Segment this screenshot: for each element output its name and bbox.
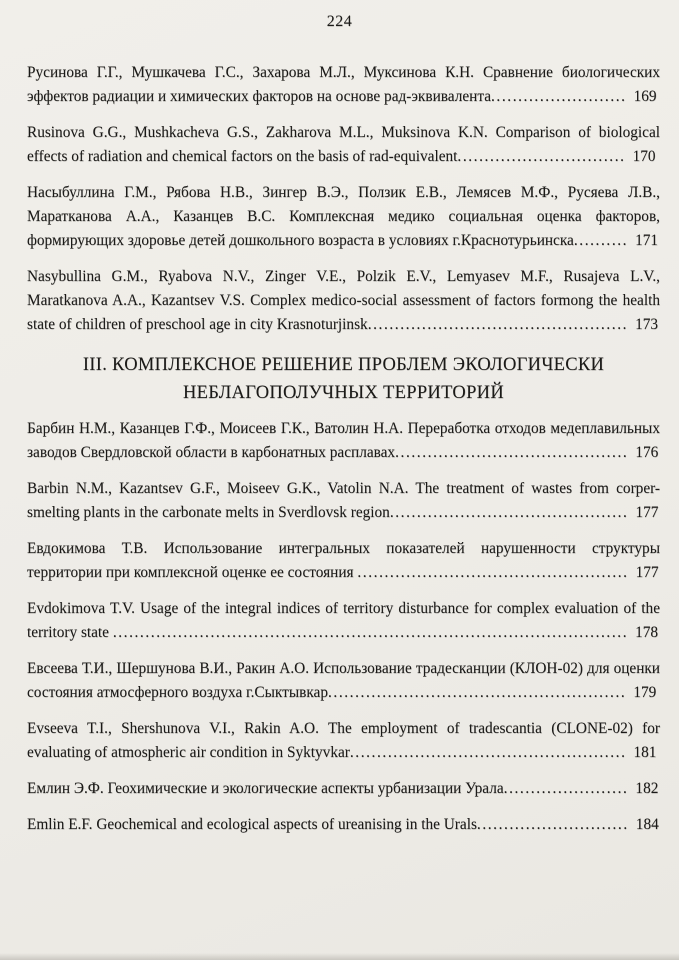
toc-entry (27, 61, 660, 109)
entry-title: Rusinova G.G., Mushkacheva G.S., Zakharova M.L., Muksinova K.N. Comparison of biological effects of radiation and chemical factors on the basis of rad-equivalent (27, 124, 660, 165)
dot-leader: ............................ (476, 816, 629, 833)
entry-page-ref: 179 (633, 684, 657, 701)
page-number: 224 (326, 13, 353, 30)
section-heading: III. КОМПЛЕКСНОЕ РЕШЕНИЕ ПРОБЛЕМ ЭКОЛОГИЧЕСКИ НЕБЛАГОПОЛУЧНЫХ ТЕРРИТОРИЙ (82, 355, 605, 403)
entry-page-ref: 182 (635, 780, 659, 797)
toc-entry (27, 657, 660, 705)
entry-page-ref: 169 (633, 88, 657, 105)
entry-page-ref: 178 (635, 624, 659, 641)
entry-title: Nasybullina G.M., Ryabova N.V., Zinger V.E., Polzik E.V., Lemyasev M.F., Rusajeva L.V., Maratkanova A.A., Kazantsev V.S. Complex medico-social assessment of factors formong the health state of children of preschool age in city Krasnoturjinsk (27, 268, 660, 333)
toc-entry (27, 181, 660, 253)
toc-entry (27, 777, 660, 801)
entry-title: Емлин Э.Ф. Геохимические и экологические аспекты урбанизации Урала (27, 780, 504, 797)
entry-title: Евдокимова Т.В. Использование интегральных показателей нарушенности структуры территории при комплексной оценке ее состояния (27, 540, 660, 581)
entry-title: Barbin N.M., Kazantsev G.F., Moiseev G.K., Vatolin N.A. The treatment of wastes from corper-smelting plants in the carbonate melts in Sverdlovsk region (27, 480, 660, 521)
entry-page-ref: 171 (635, 232, 659, 249)
toc-content (27, 61, 660, 837)
dot-leader: ........................................... (395, 444, 629, 461)
entry-page-ref: 176 (635, 444, 659, 461)
toc-entry (27, 477, 660, 525)
dot-leader: .......... (573, 232, 629, 249)
toc-entry (27, 813, 660, 837)
toc-entry (27, 417, 660, 465)
dot-leader: ............................................................................................... (112, 624, 629, 641)
entry-title: Evdokimova T.V. Usage of the integral indices of territory disturbance for complex evaluation of the territory state (27, 600, 660, 641)
dot-leader: ............................... (457, 148, 626, 165)
entry-title: Насыбуллина Г.М., Рябова Н.В., Зингер В.Э., Ползик Е.В., Лемясев М.Ф., Русяева Л.В., Маратканова А.А., Казанцев В.С. Комплексная медико социальная оценка факторов, формирующих здоровье детей дошкольного возраста в условиях г.Краснотурьинска (27, 184, 660, 249)
dot-leader: ................................................ (367, 316, 629, 333)
dot-leader: .................................................. (357, 564, 629, 581)
entry-page-ref: 177 (635, 564, 659, 581)
entry-title: Русинова Г.Г., Мушкачева Г.С., Захарова М.Л., Муксинова К.Н. Сравнение биологических эффектов радиации и химических факторов на основе рад-эквивалента (27, 64, 660, 105)
entry-page-ref: 170 (632, 148, 656, 165)
entry-title: Evseeva T.I., Shershunova V.I., Rakin A.O. The employment of tradescantia (CLONE-02) for evaluating of atmospheric air condition in Syktyvkar (27, 720, 660, 761)
dot-leader: ....................................................... (327, 684, 627, 701)
dot-leader: ......................... (491, 88, 627, 105)
entry-title: Барбин Н.М., Казанцев Г.Ф., Моисеев Г.К., Ватолин Н.А. Переработка отходов медеплавильных заводов Свердловской области в карбонатных расплавах (27, 420, 660, 461)
dot-leader: ....................... (503, 780, 629, 797)
dot-leader: ............................................ (389, 504, 629, 521)
entry-page-ref: 181 (633, 744, 657, 761)
entry-title: Евсеева Т.И., Шершунова В.И., Ракин А.О. Использование традесканции (КЛОН-02) для оценки состояния атмосферного воздуха г.Сыктывкар (27, 660, 660, 701)
entry-title: Emlin E.F. Geochemical and ecological aspects of ureanising in the Urals (27, 816, 477, 833)
entry-page-ref: 177 (635, 504, 659, 521)
dot-leader: ................................................... (349, 744, 627, 761)
entry-page-ref: 184 (635, 816, 659, 833)
toc-entry (27, 717, 660, 765)
toc-entry (27, 537, 660, 585)
toc-entry (27, 265, 660, 337)
toc-entry (27, 121, 660, 169)
toc-entry (27, 597, 660, 645)
entry-page-ref: 173 (635, 316, 659, 333)
